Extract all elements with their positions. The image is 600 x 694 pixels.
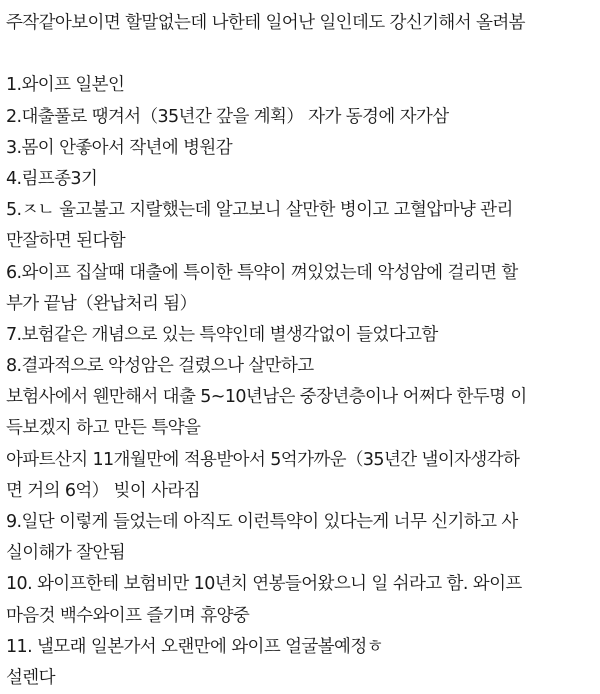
- post-line: 만잘하면 된다함: [6, 231, 126, 252]
- post-line: 실이해가 잘안됨: [6, 543, 126, 564]
- post-line: 7.보험같은 개념으로 있는 특약인데 별생각없이 들었다고함: [6, 324, 438, 345]
- post-line: 11. 낼모래 일본가서 오랜만에 와이프 얼굴볼예정ㅎ: [6, 636, 383, 657]
- post-line: 부가 끝남（완납처리 됨）: [6, 293, 197, 314]
- post-intro: 주작같아보이면 할말없는데 나한테 일어난 일인데도 강신기해서 올려봄: [6, 13, 525, 33]
- post-line: 8.결과적으로 악성암은 걸렸으나 살만하고: [6, 356, 314, 377]
- post-line: 10. 와이프한테 보험비만 10년치 연봉들어왔으니 일 쉬라고 함. 와이프: [6, 574, 522, 595]
- post-line: 6.와이프 집살때 대출에 특이한 특약이 껴있었는데 악성암에 걸리면 할: [6, 262, 518, 283]
- post-line: 9.일단 이렇게 들었는데 아직도 이런특약이 있다는게 너무 신기하고 사: [6, 512, 518, 532]
- post-line: 3.몸이 안좋아서 작년에 병원감: [6, 137, 233, 158]
- post-line: 5.ㅈㄴ 울고불고 지랄했는데 알고보니 살만한 병이고 고혈압마냥 관리: [6, 200, 513, 221]
- blank-line: [6, 39, 596, 70]
- post-line: 4.림프종3기: [6, 168, 98, 189]
- post-line: 면 거의 6억） 빚이 사라짐: [6, 480, 201, 501]
- post-line: 득보겠지 하고 만든 특약을: [6, 418, 201, 439]
- post-line: 설렌다: [6, 667, 55, 688]
- post-body: [6, 8, 596, 694]
- post-line: 아파트산지 11개월만에 적용받아서 5억가까운（35년간 낼이자생각하: [6, 449, 520, 470]
- post-line: 마음것 백수와이프 즐기며 휴양중: [6, 605, 250, 626]
- post-line: 1.와이프 일본인: [6, 75, 125, 96]
- post-line: 2.대출풀로 땡겨서（35년간 갚을 계획） 자가 동경에 자가삼: [6, 106, 449, 127]
- post-line: 보험사에서 웬만해서 대출 5~10년남은 중장년층이나 어쩌다 한두명 이: [6, 387, 527, 408]
